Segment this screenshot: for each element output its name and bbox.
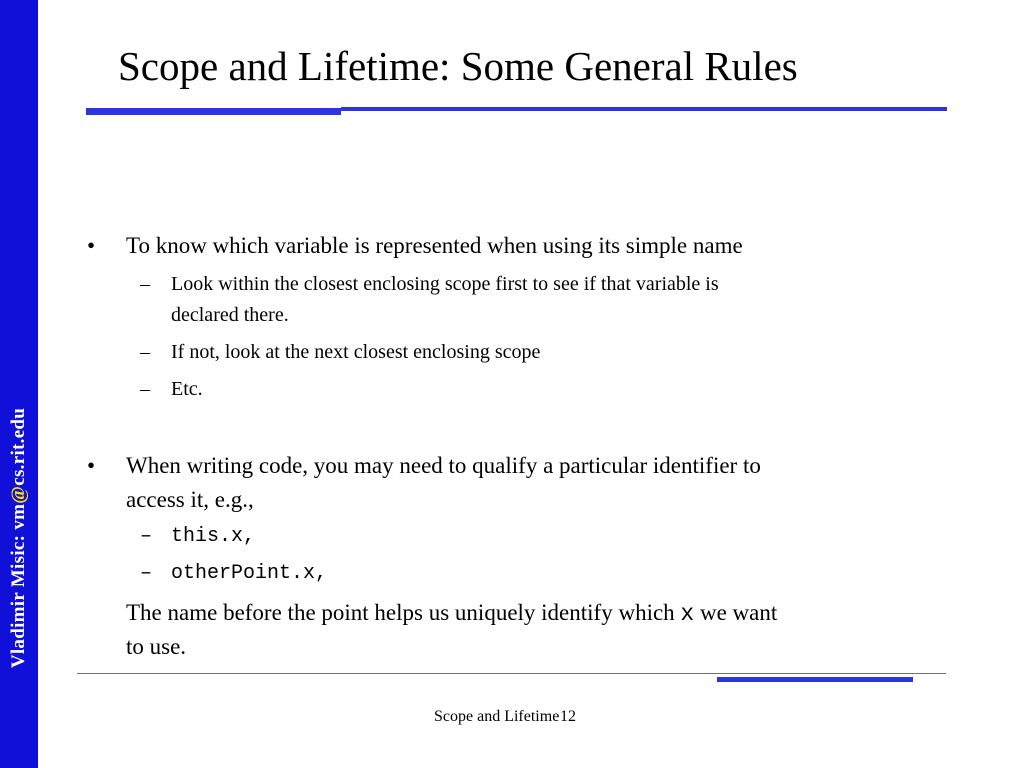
note-text-after: we want: [694, 600, 778, 625]
note-code-x: x: [680, 601, 695, 627]
bullet-1-text: To know which variable is represented when using its simple name: [126, 233, 743, 258]
sub-bullet-1-line-2: declared there.: [171, 304, 289, 326]
bullet-2-line-2: access it, e.g.,: [126, 487, 254, 512]
note-line-2: to use.: [126, 634, 187, 659]
sub-bullet-3-text: Etc.: [171, 378, 203, 400]
code-example-otherpoint-x: otherPoint.x,: [171, 562, 328, 585]
title-rule-thin: [341, 107, 947, 111]
footer-title: Scope and Lifetime: [434, 708, 560, 725]
bullet-2-marker: •: [87, 453, 96, 478]
sidebar: [0, 0, 38, 768]
author-credit: [8, 408, 30, 668]
footer-accent-rule: [717, 677, 913, 682]
footer-rule: [77, 673, 946, 674]
bullet-1-marker: •: [87, 233, 96, 258]
author-prefix: Vladimir Misic: vm: [8, 503, 29, 669]
bullet-2-line-1: When writing code, you may need to qualify a particular identifier to: [126, 453, 761, 478]
note-line-1: [126, 596, 777, 631]
author-suffix: cs.rit.edu: [8, 407, 29, 486]
sub-bullet-1-marker: –: [140, 273, 150, 295]
code-example-this-x: this.x,: [171, 525, 256, 548]
code-bullet-2-marker: –: [140, 562, 153, 585]
sub-bullet-1-line-1: Look within the closest enclosing scope first to see if that variable is: [171, 273, 719, 295]
sub-bullet-3-marker: –: [140, 378, 150, 400]
title-rule-thick: [86, 108, 341, 115]
sub-bullet-2-marker: –: [140, 341, 150, 363]
note-text-before: The name before the point helps us uniquely identify which: [126, 600, 681, 625]
at-sign: @: [8, 485, 29, 504]
slide-title: Scope and Lifetime: Some General Rules: [118, 43, 798, 89]
code-bullet-1-marker: –: [140, 525, 153, 548]
page-number: 12: [560, 708, 576, 725]
sub-bullet-2-text: If not, look at the next closest enclosing scope: [171, 341, 541, 363]
